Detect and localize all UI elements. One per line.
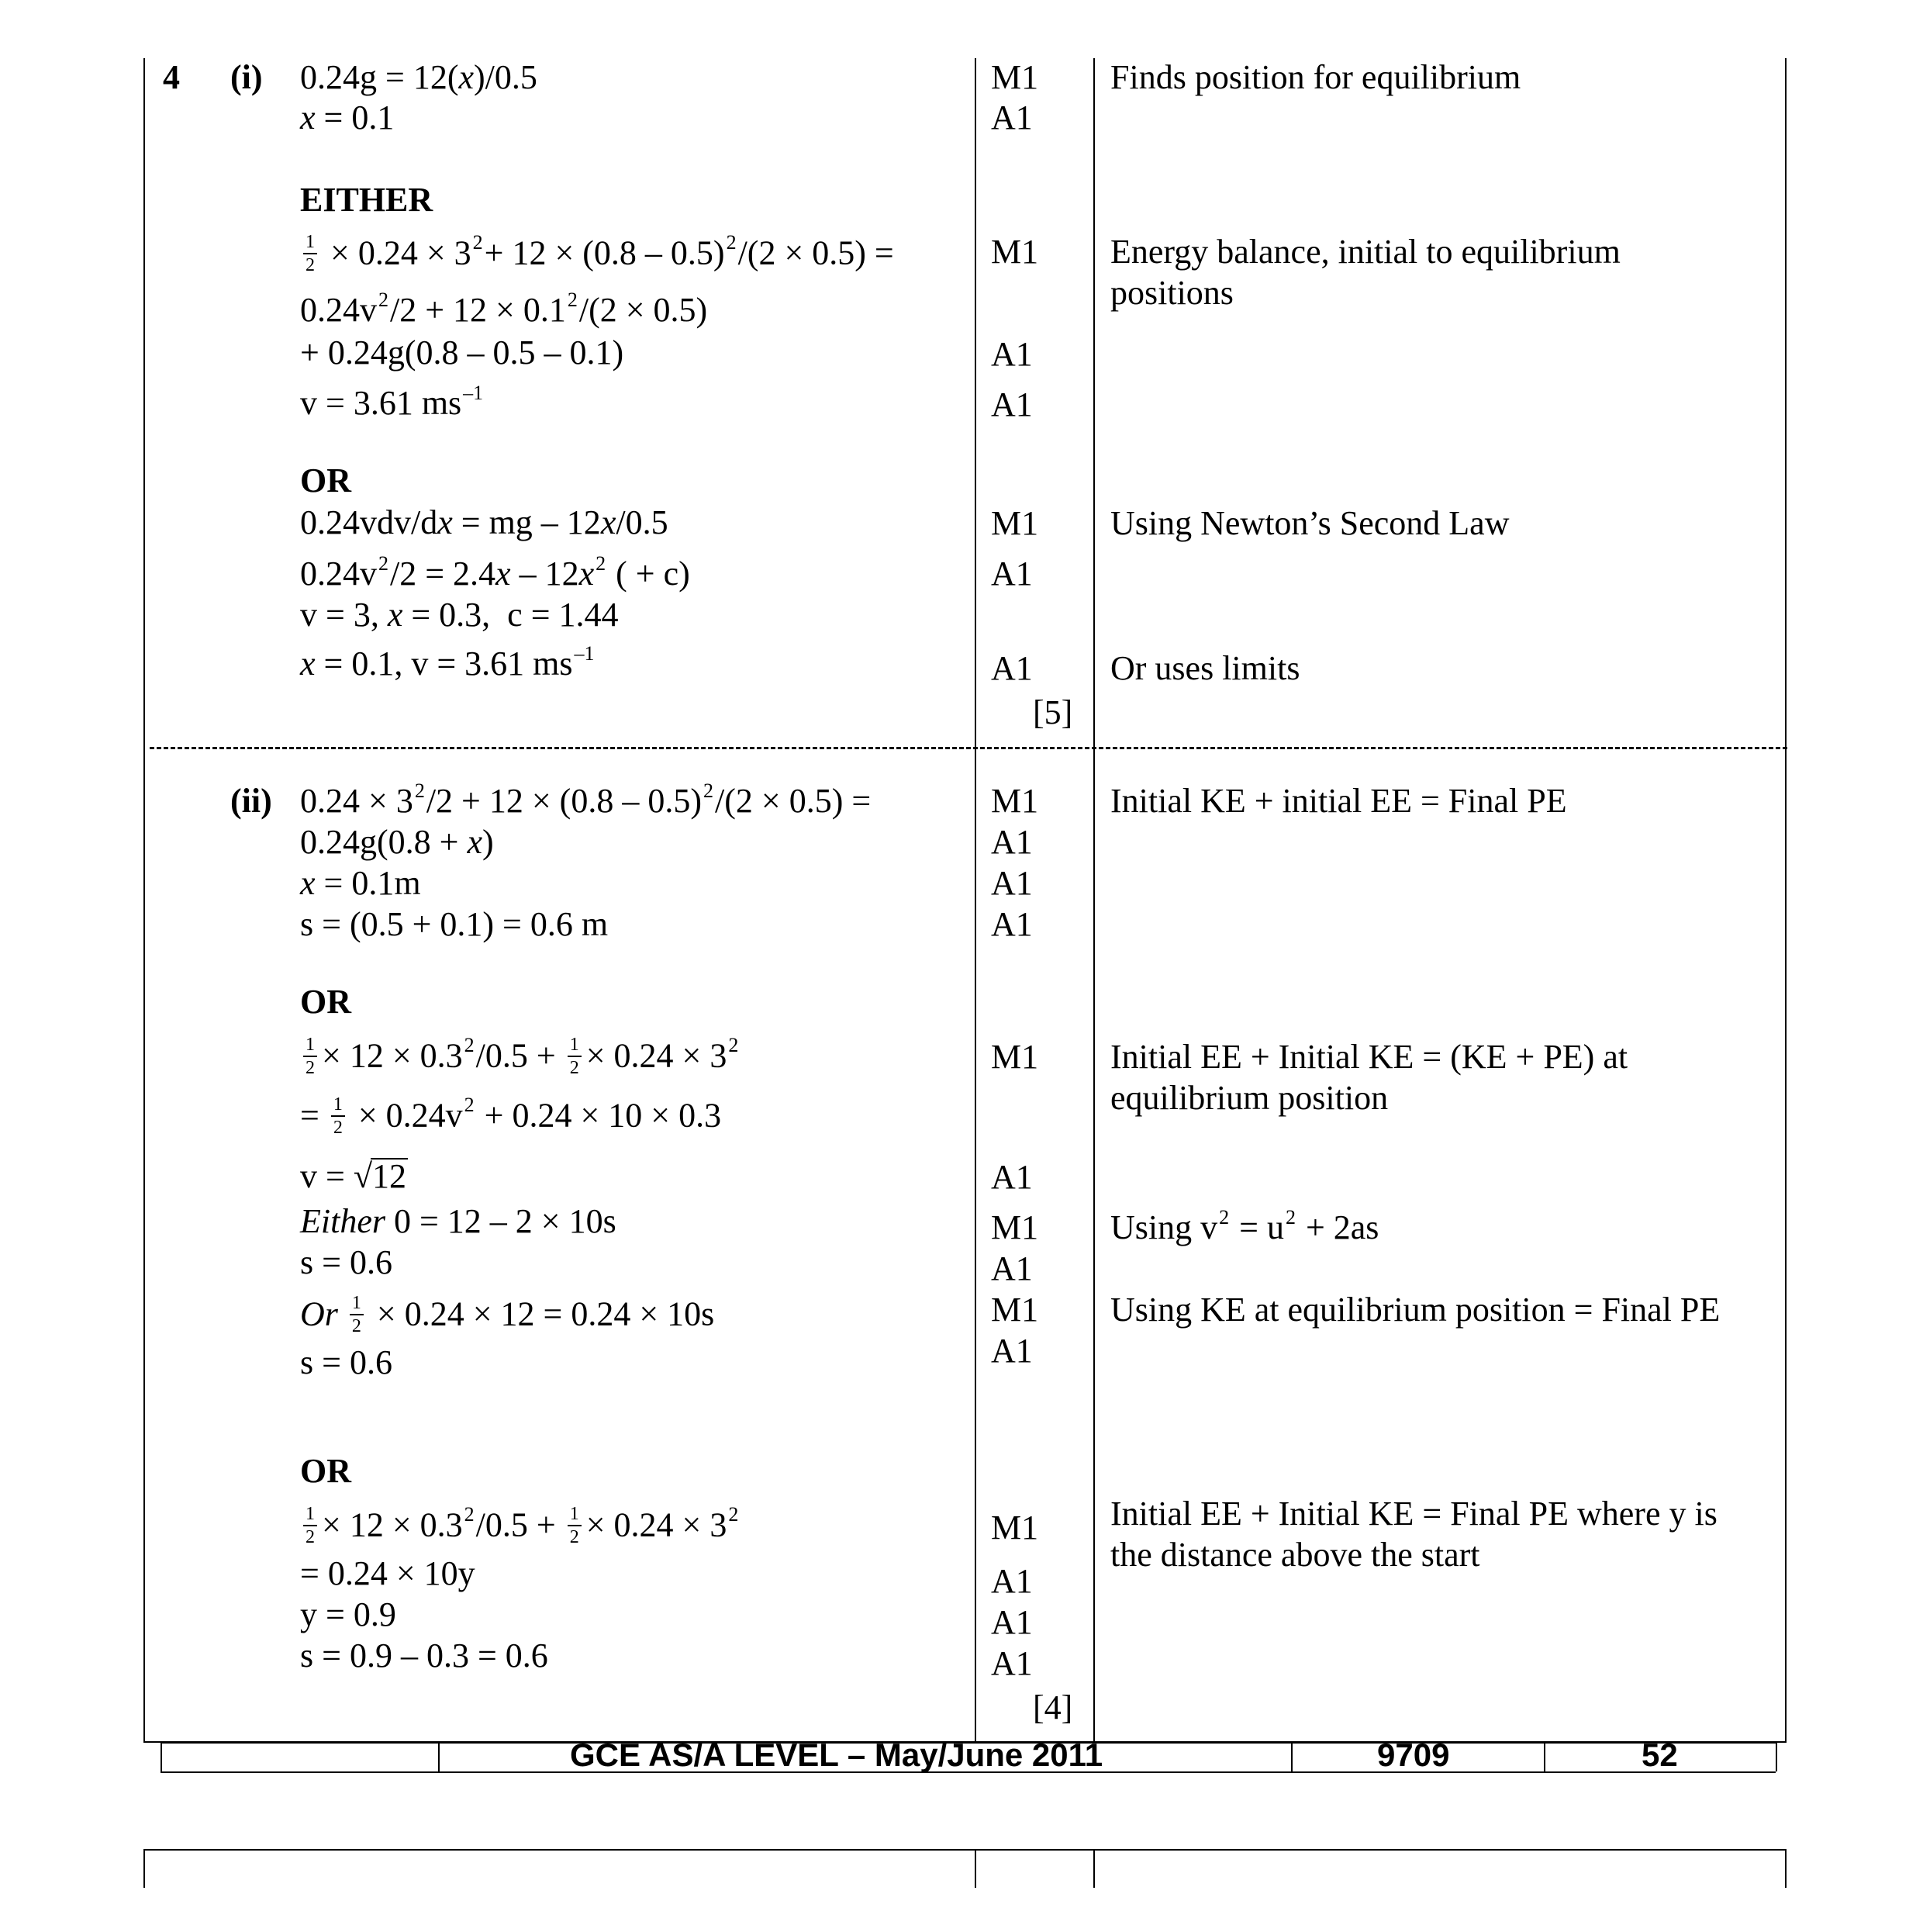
guidance-note: Or uses limits <box>1110 649 1300 687</box>
table-left-border <box>143 58 145 1741</box>
next-table-left-border <box>143 1849 145 1888</box>
working-line: + 0.24g(0.8 – 0.5 – 0.1) <box>300 334 624 372</box>
guidance-note: Using KE at equilibrium position = Final PE <box>1110 1291 1721 1329</box>
guidance-note: positions <box>1110 274 1234 312</box>
working-line: x = 0.1m <box>300 864 421 902</box>
exam-session: GCE AS/A LEVEL – May/June 2011 <box>570 1737 1103 1773</box>
footer-divider <box>438 1742 440 1771</box>
next-table-top-border <box>143 1849 1787 1851</box>
mark-a1: A1 <box>991 864 1033 902</box>
guidance-note: Energy balance, initial to equilibrium <box>1110 233 1621 271</box>
mark-a1: A1 <box>991 823 1033 861</box>
or-heading: OR <box>300 983 351 1021</box>
working-line: = 0.24 × 10y <box>300 1554 475 1592</box>
mark-a1: A1 <box>991 1158 1033 1196</box>
working-line: s = 0.6 <box>300 1343 392 1381</box>
guidance-note: the distance above the start <box>1110 1536 1480 1574</box>
working-line: $0.24v^2/2 = 2.4x - 12x^2$ ( + c) <box>300 551 690 593</box>
mark-m1: M1 <box>991 782 1039 820</box>
mark-total-ii: [4] <box>1033 1688 1073 1726</box>
syllabus-code: 9709 <box>1377 1737 1450 1773</box>
footer-divider <box>1776 1742 1777 1771</box>
working-line: $\frac{1}{2}$ × $12 \times 0.3^2/0.5$ + $\frac{1}{2}$ × $0.24 \times 3^2$ <box>300 1035 740 1077</box>
mark-a1: A1 <box>991 385 1033 423</box>
question-number: 4 <box>163 58 180 96</box>
table-divider-marks <box>975 58 976 1741</box>
working-line: s = 0.6 <box>300 1243 392 1281</box>
part-label-i: (i) <box>230 58 263 96</box>
mark-a1: A1 <box>991 555 1033 593</box>
working-line: y = 0.9 <box>300 1595 396 1633</box>
working-line: x = 0.1 <box>300 99 395 137</box>
mark-m1: M1 <box>991 1208 1039 1246</box>
mark-a1: A1 <box>991 1562 1033 1600</box>
working-line: $\frac{1}{2}$ × $12 \times 0.3^2/0.5$ + $\frac{1}{2}$ × $0.24 \times 3^2$ <box>300 1505 740 1547</box>
guidance-note: Initial EE + Initial KE = Final PE where y is <box>1110 1495 1718 1533</box>
mark-m1: M1 <box>991 233 1039 271</box>
working-line: Or $\frac{1}{2}$ × 0.24 × 12 = 0.24 × 10s <box>300 1293 715 1336</box>
mark-m1: M1 <box>991 504 1039 542</box>
part-separator <box>150 747 1787 749</box>
working-line: 0.24vdv/dx = mg – 12x/0.5 <box>300 503 668 541</box>
mark-total-i: [5] <box>1033 693 1073 731</box>
next-table-right-border <box>1785 1849 1787 1888</box>
paper-number: 52 <box>1642 1737 1678 1773</box>
mark-a1: A1 <box>991 99 1033 137</box>
working-line: $\frac{1}{2}$ × $0.24 \times 3^2+ 12 \times (0.8 - 0.5)^2/(2 \times 0.5)$ = <box>300 233 894 275</box>
guidance-note: Finds position for equilibrium <box>1110 58 1521 96</box>
working-line: s = (0.5 + 0.1) = 0.6 m <box>300 905 609 943</box>
guidance-note: Initial EE + Initial KE = (KE + PE) at <box>1110 1038 1628 1076</box>
guidance-note: Initial KE + initial EE = Final PE <box>1110 782 1567 820</box>
next-table-divider <box>975 1849 976 1888</box>
mark-m1: M1 <box>991 1291 1039 1329</box>
mark-m1: M1 <box>991 1038 1039 1076</box>
footer-divider <box>1291 1742 1293 1771</box>
working-line: 0.24g(0.8 + x) <box>300 823 494 861</box>
mark-m1: M1 <box>991 1509 1039 1547</box>
mark-a1: A1 <box>991 1332 1033 1370</box>
working-line: s = 0.9 – 0.3 = 0.6 <box>300 1636 548 1675</box>
mark-a1: A1 <box>991 1644 1033 1682</box>
mark-a1: A1 <box>991 335 1033 373</box>
working-line: v = 3, x = 0.3, c = 1.44 <box>300 596 619 634</box>
or-heading: OR <box>300 461 351 499</box>
mark-a1: A1 <box>991 1603 1033 1641</box>
table-divider-guidance <box>1093 58 1095 1741</box>
mark-a1: A1 <box>991 649 1033 687</box>
or-heading: OR <box>300 1452 351 1490</box>
working-line: 0.24g = 12(x)/0.5 <box>300 58 537 96</box>
working-line: Either 0 = 12 – 2 × 10s <box>300 1202 616 1240</box>
mark-a1: A1 <box>991 1249 1033 1287</box>
sqrt-value: 12 <box>371 1157 406 1195</box>
guidance-note: equilibrium position <box>1110 1079 1389 1117</box>
working-line: $0.24v^2/2 + 12 \times 0.1^2/(2 \times 0.5)$ <box>300 288 708 329</box>
footer-divider <box>161 1742 162 1771</box>
part-label-ii: (ii) <box>230 782 272 820</box>
working-line: x = 0.1, v = 3.61 $ms^{-1}$ <box>300 641 595 683</box>
next-table-divider <box>1093 1849 1095 1888</box>
working-line: v = √12 <box>300 1157 406 1195</box>
working-line: = $\frac{1}{2}$ × $0.24v^2 + 0.24 \times 10 \times 0.3$ <box>300 1094 722 1138</box>
guidance-note: Using Newton’s Second Law <box>1110 504 1510 542</box>
working-line: $0.24 \times 3^2/2 + 12 \times (0.8 - 0.5)^2/(2 \times 0.5)$ = <box>300 779 872 820</box>
working-line: v = 3.61 $ms^{-1}$ <box>300 381 484 422</box>
mark-m1: M1 <box>991 58 1039 96</box>
either-heading: EITHER <box>300 181 433 219</box>
mark-a1: A1 <box>991 905 1033 943</box>
guidance-note: Using $v^2 = u^2 + 2as$ <box>1110 1205 1379 1246</box>
footer-divider <box>1544 1742 1545 1771</box>
table-right-border <box>1785 58 1787 1741</box>
